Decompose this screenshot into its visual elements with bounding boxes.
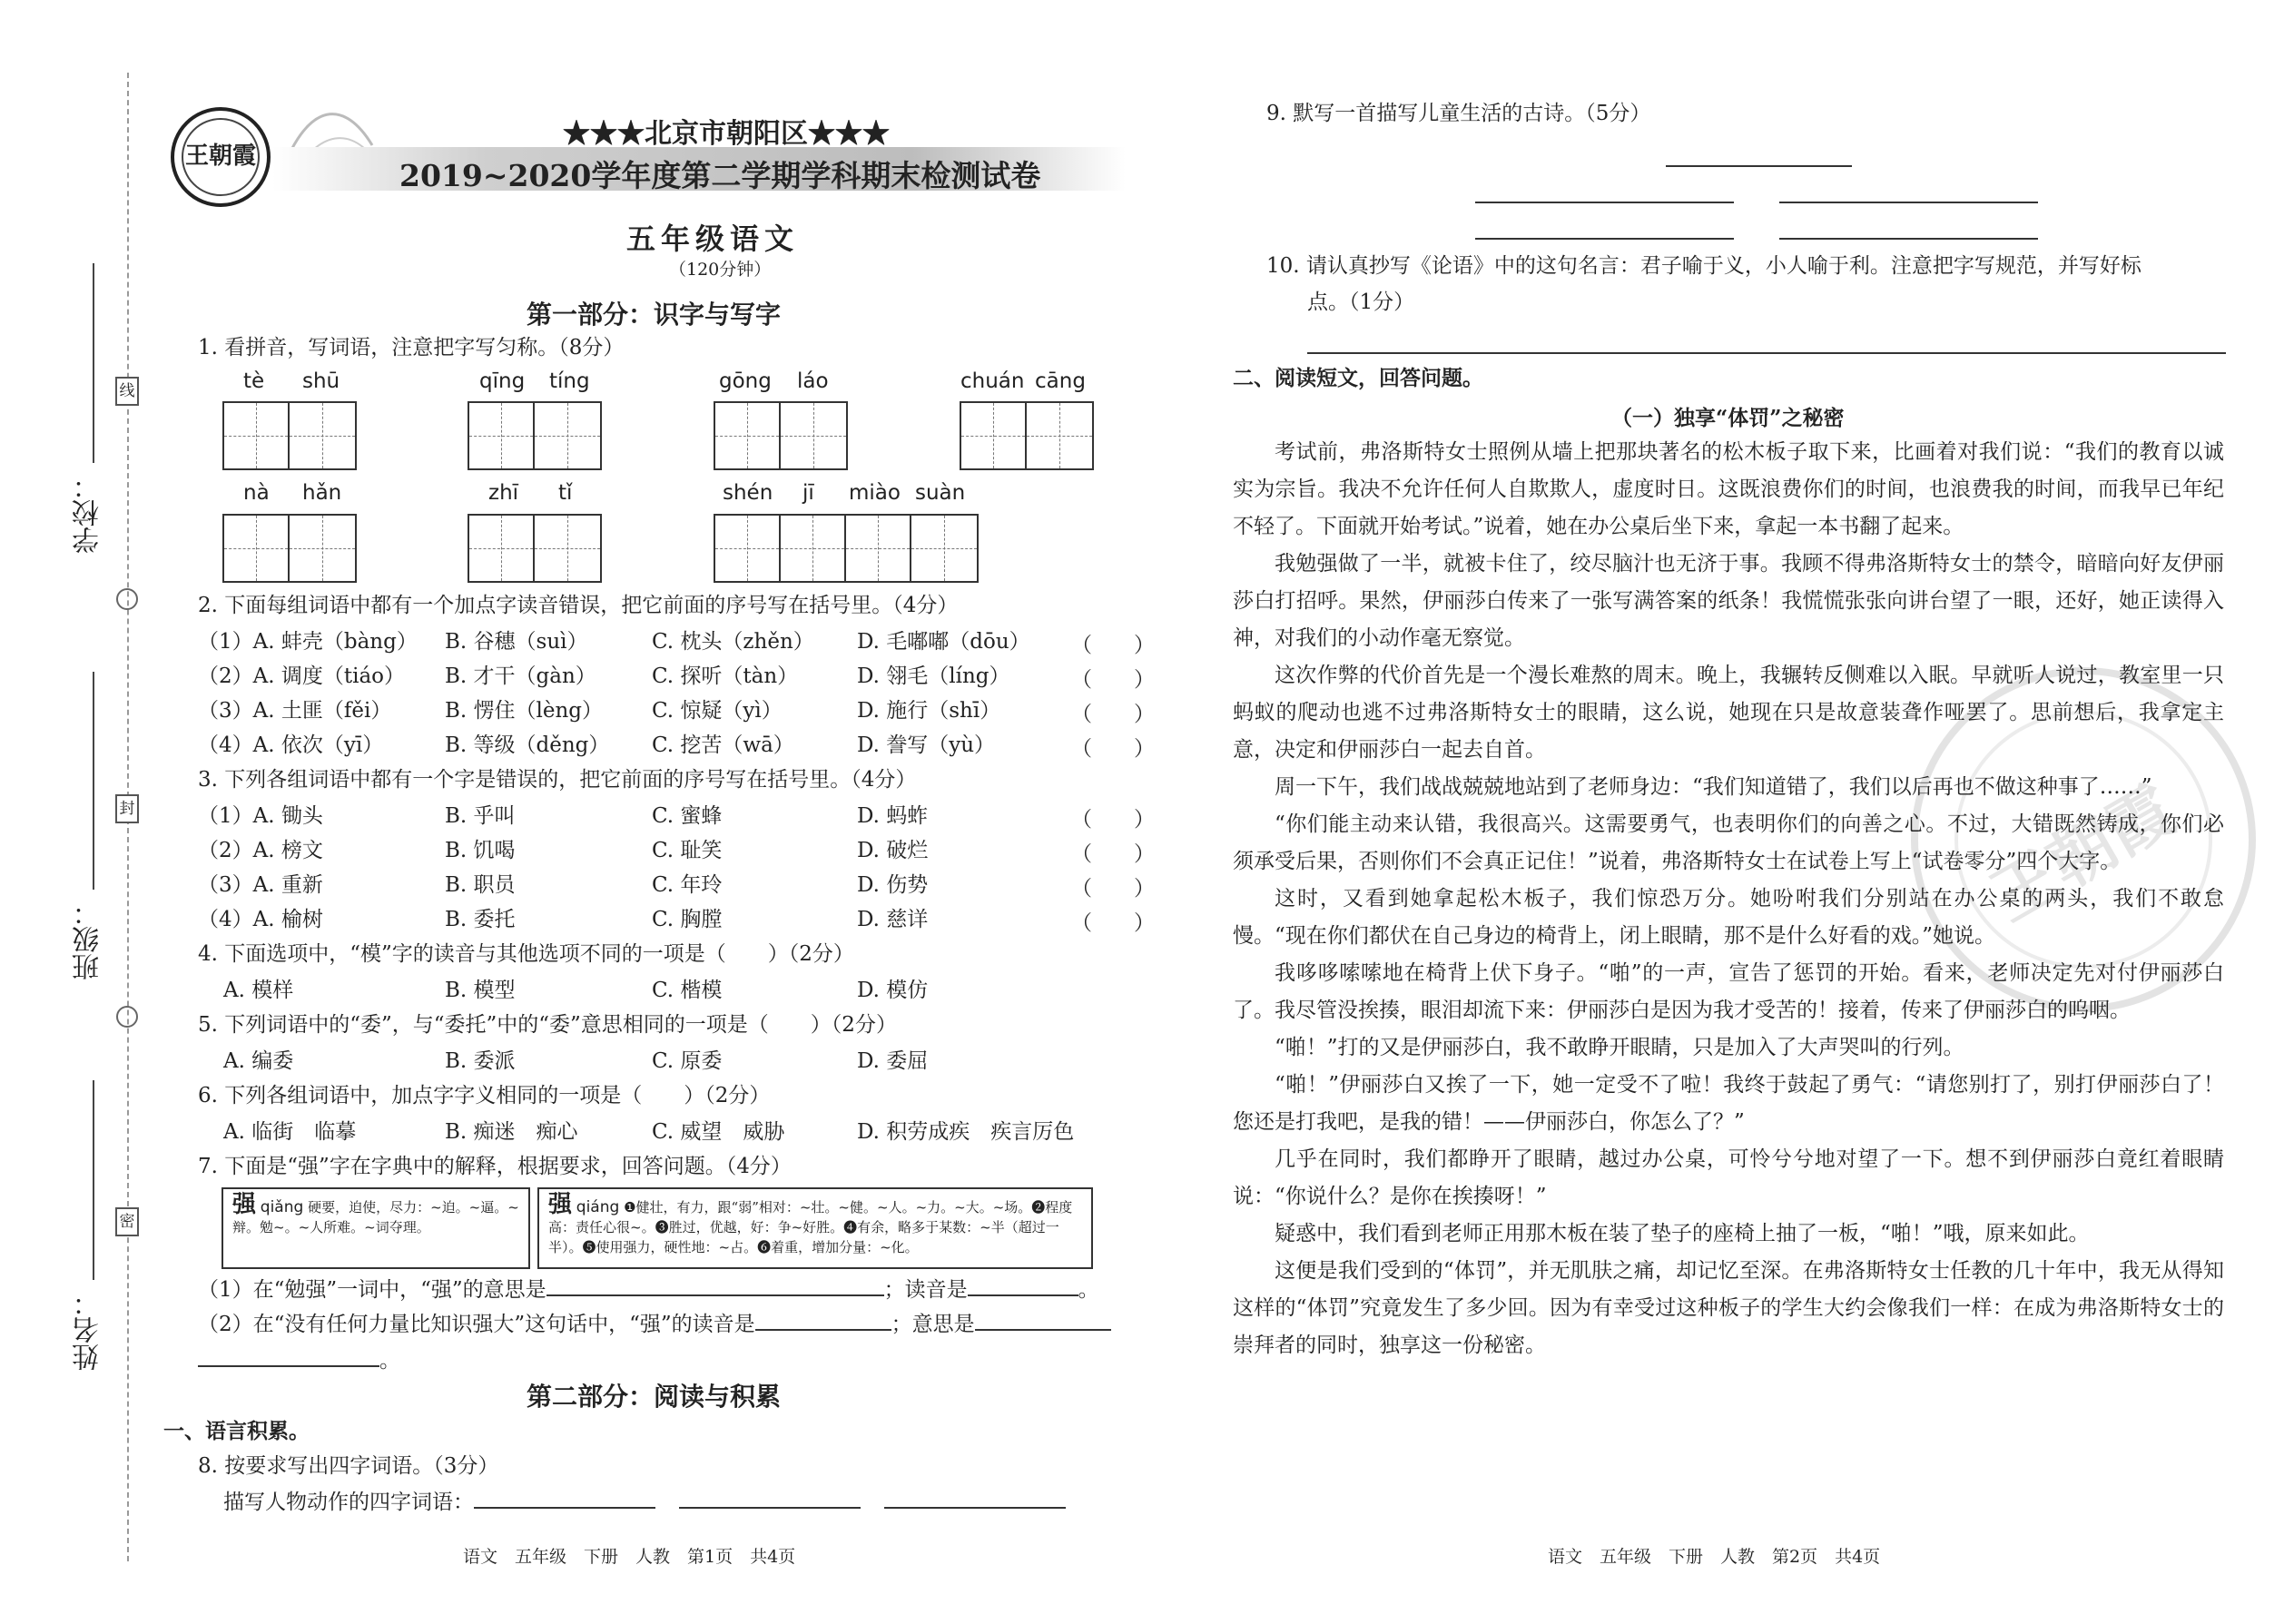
option: B. 委派 <box>445 1049 516 1073</box>
pinyin: zhī <box>488 481 519 505</box>
option: B. 痴迷 痴心 <box>445 1120 578 1144</box>
dict-pinyin: qiǎng <box>260 1198 304 1216</box>
exam-title: 2019~2020学年度第二学期学科期末检测试卷 <box>399 158 1041 193</box>
poem-line-blank[interactable] <box>1475 238 1734 240</box>
binding-hole-1 <box>116 588 138 610</box>
answer-paren[interactable]: （ ） <box>1071 877 1155 901</box>
answer-paren[interactable]: （ ） <box>1071 634 1155 657</box>
pinyin: hǎn <box>302 481 342 505</box>
paragraph: 考试前，弗洛斯特女士照例从墙上把那块著名的松木板子取下来，比画着对我们说：“我们的教育以诚实为宗旨。我决不允许任何人自欺欺人，虚度时日。这既浪费你们的时间，也浪费我的时间，而我早已年纪不轻了。下面就开始考试。”说着，她在办公桌后坐下来，拿起一本书翻了起来。 <box>1233 440 2224 538</box>
pinyin: chuán <box>960 369 1025 393</box>
paragraph: 我勉强做了一半，就被卡住了，绞尽脑汁也无济于事。我顾不得弗洛斯特女士的禁令，暗暗向好友伊丽莎白打招呼。果然，伊丽莎白传来了一张写满答案的纸条！我慌慌张张向讲台望了一眼，还好，她正读得入神，对我们的小动作毫无察觉。 <box>1233 552 2224 650</box>
option: D. 施行（shī） <box>857 699 1001 723</box>
option: B. 愣住（lèng） <box>445 699 604 723</box>
option: C. 蜜蜂 <box>652 804 723 828</box>
answer-blank[interactable] <box>679 1489 861 1509</box>
paragraph: 这次作弊的代价首先是一个漫长难熬的周末。晚上，我辗转反侧难以入眠。早就听人说过，教室里一只蚂蚁的爬动也逃不过弗洛斯特女士的眼睛，这么说，她现在只是故意装聋作哑罢了。思前想后，我拿定主意，决定和伊丽莎白一起去自首。 <box>1233 664 2224 762</box>
option: A. 模样 <box>223 979 294 1002</box>
dictionary-entry-qiang3 <box>222 1187 530 1269</box>
dict-definition: ❶健壮，有力，跟“弱”相对：~壮。~健。~人。~力。~大。~场。❷程度高：责任心很~。❸胜过，优越，好：争~好胜。❹有余，略多于某数：~半（超过一半）。❺使用强力，硬性地：~占。❻着重，增加分量：~化。 <box>548 1199 1073 1255</box>
option: D. 翎毛（líng） <box>857 664 1010 688</box>
paragraph: 疑惑中，我们看到老师正用那木板在装了垫子的座椅上抽了一板，“啪！”哦，原来如此。 <box>1275 1222 2090 1245</box>
dict-char: 强 <box>232 1191 257 1218</box>
pinyin: suàn <box>915 481 966 505</box>
option: D. 慈详 <box>857 908 929 931</box>
q7-sub1-prompt2: ；读音是 <box>883 1278 968 1302</box>
answer-blank[interactable] <box>198 1347 379 1367</box>
option: C. 胸膛 <box>652 908 723 931</box>
option: B. 谷穗（suì） <box>445 630 588 654</box>
pinyin: gōng <box>719 369 772 393</box>
option: （4）A. 榆树 <box>198 908 323 931</box>
q6-text: 6. 下列各组词语中，加点字字义相同的一项是（ ）（2分） <box>198 1084 771 1107</box>
q4-text: 4. 下面选项中，“模”字的读音与其他选项不同的一项是（ ）（2分） <box>198 942 854 966</box>
class-field[interactable] <box>93 672 94 890</box>
option: C. 耻笑 <box>652 839 723 862</box>
dict-pinyin: qiáng <box>576 1198 620 1216</box>
paragraph: “你们能主动来认错，我很高兴。这需要勇气，也表明你们的向善之心。不过，大错既然铸成，你们必须承受后果，否则你们不会真正记住！”说着，弗洛斯特女士在试卷上写上“试卷零分”四个大字。 <box>1233 812 2224 873</box>
option: C. 探听（tàn） <box>652 664 799 688</box>
binding-mark-seal: 封 <box>115 794 139 823</box>
option: （1）A. 锄头 <box>198 804 323 828</box>
paragraph: “啪！”打的又是伊丽莎白，我不敢睁开眼睛，只是加入了大声哭叫的行列。 <box>1275 1036 1964 1059</box>
option: C. 年玲 <box>652 873 723 897</box>
footer-right: 语文 五年级 下册 人教 第2页 共4页 <box>1548 1547 1881 1567</box>
option: C. 原委 <box>652 1049 723 1073</box>
option: （4）A. 依次（yī） <box>198 733 384 757</box>
option: C. 楷模 <box>652 979 723 1002</box>
option: C. 挖苦（wā） <box>652 733 794 757</box>
subject-title: 五年级语文 <box>626 221 800 256</box>
paragraph: 周一下午，我们战战兢兢地站到了老师身边：“我们知道错了，我们以后再也不做这种事了……” <box>1275 775 2152 799</box>
period: 。 <box>379 1349 400 1373</box>
option: （3）A. 重新 <box>198 873 323 897</box>
answer-blank[interactable] <box>474 1489 655 1509</box>
answer-blank[interactable] <box>546 1276 884 1296</box>
dictionary-entry-qiang2 <box>537 1187 1093 1269</box>
q10-text: 10. 请认真抄写《论语》中的这句名言：君子喻于义，小人喻于利。注意把字写规范，并写好标 <box>1266 254 2141 278</box>
answer-paren[interactable]: （ ） <box>1071 808 1155 832</box>
option: （2）A. 榜文 <box>198 839 323 862</box>
q7-sub2-prompt: （2）在“没有任何力量比知识强大”这句话中，“强”的读音是 <box>198 1313 755 1336</box>
dict-char: 强 <box>548 1191 573 1218</box>
q7-sub2 <box>198 1311 1111 1338</box>
option: D. 毛嘟嘟（dōu） <box>857 630 1030 654</box>
q7-sub1 <box>198 1276 1099 1304</box>
option: （2）A. 调度（tiáo） <box>198 664 406 688</box>
writing-grid[interactable] <box>714 401 848 470</box>
binding-mark-secret: 密 <box>115 1207 139 1236</box>
poem-line-blank[interactable] <box>1779 202 2038 203</box>
class-label: 班级： <box>73 899 104 980</box>
pinyin: láo <box>797 369 829 393</box>
option: D. 模仿 <box>857 979 929 1002</box>
option: B. 等级（děng） <box>445 733 610 757</box>
q7-sub2-prompt2: ；意思是 <box>891 1313 975 1336</box>
period: 。 <box>1078 1278 1099 1302</box>
option: D. 破烂 <box>857 839 929 862</box>
option: A. 临街 临摹 <box>223 1120 357 1144</box>
paragraph: 我哆哆嗦嗦地在椅背上伏下身子。“啪”的一声，宣告了惩罚的开始。看来，老师决定先对付伊丽莎白了。我尽管没挨揍，眼泪却流下来：伊丽莎白是因为我才受苦的！接着，传来了伊丽莎白的呜咽。 <box>1233 961 2224 1022</box>
option: B. 职员 <box>445 873 516 897</box>
pinyin: miào <box>849 481 901 505</box>
q7-sub2-cont <box>198 1347 400 1374</box>
q7-sub1-prompt: （1）在“勉强”一词中，“强”的意思是 <box>198 1278 546 1302</box>
option: （1）A. 蚌壳（bàng） <box>198 630 418 654</box>
section1-heading: 一、语言积累。 <box>163 1419 310 1443</box>
option: B. 乎叫 <box>445 804 516 828</box>
section2-heading: 二、阅读短文，回答问题。 <box>1233 366 1483 390</box>
binding-mark-line: 线 <box>115 377 139 406</box>
option: D. 蚂蚱 <box>857 804 929 828</box>
paragraph: “啪！”伊丽莎白又挨了一下，她一定受不了啦！我终于鼓起了勇气：“请您别打了，别打伊丽莎白了！您还是打我吧，是我的错！——伊丽莎白，你怎么了？” <box>1233 1073 2224 1134</box>
part1-title: 第一部分：识字与写字 <box>527 300 782 330</box>
option: A. 编委 <box>223 1049 294 1073</box>
footer-left: 语文 五年级 下册 人教 第1页 共4页 <box>463 1547 796 1567</box>
option: B. 才干（gàn） <box>445 664 596 688</box>
watermark-text: 王朝霞 <box>1977 770 2187 936</box>
writing-grid[interactable] <box>222 514 357 583</box>
passage <box>1233 434 2224 1364</box>
pinyin: tíng <box>549 369 590 393</box>
logo-text: 王朝霞 <box>184 143 256 170</box>
pinyin: cāng <box>1035 369 1086 393</box>
answer-blank[interactable] <box>968 1276 1078 1296</box>
pinyin: shén <box>723 481 773 505</box>
answer-paren[interactable]: （ ） <box>1071 668 1155 692</box>
option: C. 枕头（zhěn） <box>652 630 814 654</box>
pinyin: jī <box>802 481 814 505</box>
part2-title: 第二部分：阅读与积累 <box>527 1382 782 1412</box>
paragraph: 这便是我们受到的“体罚”，并无肌肤之痛，却记忆至深。在弗洛斯特女士任教的几十年中，我无从得知这样的“体罚”究竟发生了多少回。因为有幸受过这种板子的学生大约会像我们一样：在成为弗洛斯特女士的崇拜者的同时，独享这一份秘密。 <box>1233 1259 2224 1357</box>
option: D. 伤势 <box>857 873 929 897</box>
option: B. 模型 <box>445 979 516 1002</box>
q8-prompt-label: 描写人物动作的四字词语： <box>223 1491 474 1514</box>
q10-text-cont: 点。（1分） <box>1307 290 1415 314</box>
answer-paren[interactable]: （ ） <box>1071 703 1155 726</box>
name-field[interactable] <box>93 1080 94 1280</box>
q7-text: 7. 下面是“强”字在字典中的解释，根据要求，回答问题。（4分） <box>198 1155 792 1178</box>
pinyin: shū <box>302 369 340 393</box>
pinyin: nà <box>243 481 270 505</box>
paragraph: 几乎在同时，我们都睁开了眼睛，越过办公桌，可怜兮兮地对望了一下。想不到伊丽莎白竟红着眼睛说：“你说什么？是你在挨揍呀！” <box>1233 1147 2224 1208</box>
exam-region: ★★★北京市朝阳区★★★ <box>563 118 890 150</box>
copy-answer-line[interactable] <box>1307 352 2226 354</box>
answer-blank[interactable] <box>755 1311 891 1331</box>
answer-paren[interactable]: （ ） <box>1071 737 1155 761</box>
q8-text: 8. 按要求写出四字词语。（3分） <box>198 1454 499 1478</box>
option: B. 委托 <box>445 908 516 931</box>
passage-title: （一）独享“体罚”之秘密 <box>1611 406 1845 430</box>
option: C. 威望 威胁 <box>652 1120 785 1144</box>
logo <box>171 107 271 207</box>
pinyin: tǐ <box>558 481 573 505</box>
writing-grid[interactable] <box>222 401 357 470</box>
pinyin: tè <box>243 369 265 393</box>
answer-blank[interactable] <box>975 1311 1111 1331</box>
option: C. 惊疑（yì） <box>652 699 783 723</box>
paragraph: 这时，又看到她拿起松木板子，我们惊恐万分。她吩咐我们分别站在办公桌的两头，我们不敢怠慢。“现在你们都伏在自己身边的椅背上，闭上眼睛，那不是什么好看的戏。”她说。 <box>1233 887 2224 948</box>
poem-line-blank[interactable] <box>1475 202 1734 203</box>
answer-paren[interactable]: （ ） <box>1071 842 1155 866</box>
option: D. 誊写（yù） <box>857 733 996 757</box>
q9-text: 9. 默写一首描写儿童生活的古诗。（5分） <box>1266 102 1651 125</box>
answer-blank[interactable] <box>884 1489 1066 1509</box>
writing-grid[interactable] <box>960 401 1094 470</box>
dict-definition: 硬要，迫使，尽力：~迫。~逼。~辩。勉~。~人所难。~词夺理。 <box>232 1199 519 1235</box>
option: B. 饥喝 <box>445 839 516 862</box>
writing-grid[interactable] <box>714 514 979 583</box>
name-label: 姓名： <box>73 1289 104 1371</box>
school-field[interactable] <box>93 263 94 463</box>
option: （3）A. 土匪（fěi） <box>198 699 392 723</box>
answer-paren[interactable]: （ ） <box>1071 911 1155 935</box>
exam-duration: （120分钟） <box>669 260 772 280</box>
q2-text: 2. 下面每组词语中都有一个加点字读音错误，把它前面的序号写在括号里。（4分） <box>198 594 959 617</box>
writing-grid[interactable] <box>468 514 602 583</box>
option: D. 委屈 <box>857 1049 929 1073</box>
q3-text: 3. 下列各组词语中都有一个字是错误的，把它前面的序号写在括号里。（4分） <box>198 768 917 792</box>
school-label: 学校： <box>73 472 104 554</box>
option: D. 积劳成疾 疾言厉色 <box>857 1120 1075 1144</box>
poem-line-blank[interactable] <box>1779 238 2038 240</box>
q5-text: 5. 下列词语中的“委”，与“委托”中的“委”意思相同的一项是（ ）（2分） <box>198 1013 897 1037</box>
q1-text: 1. 看拼音，写词语，注意把字写匀称。（8分） <box>198 336 625 359</box>
pinyin: qīng <box>479 369 526 393</box>
q8-prompt <box>223 1489 1066 1516</box>
poem-title-blank[interactable] <box>1666 165 1852 167</box>
writing-grid[interactable] <box>468 401 602 470</box>
binding-hole-2 <box>116 1006 138 1028</box>
